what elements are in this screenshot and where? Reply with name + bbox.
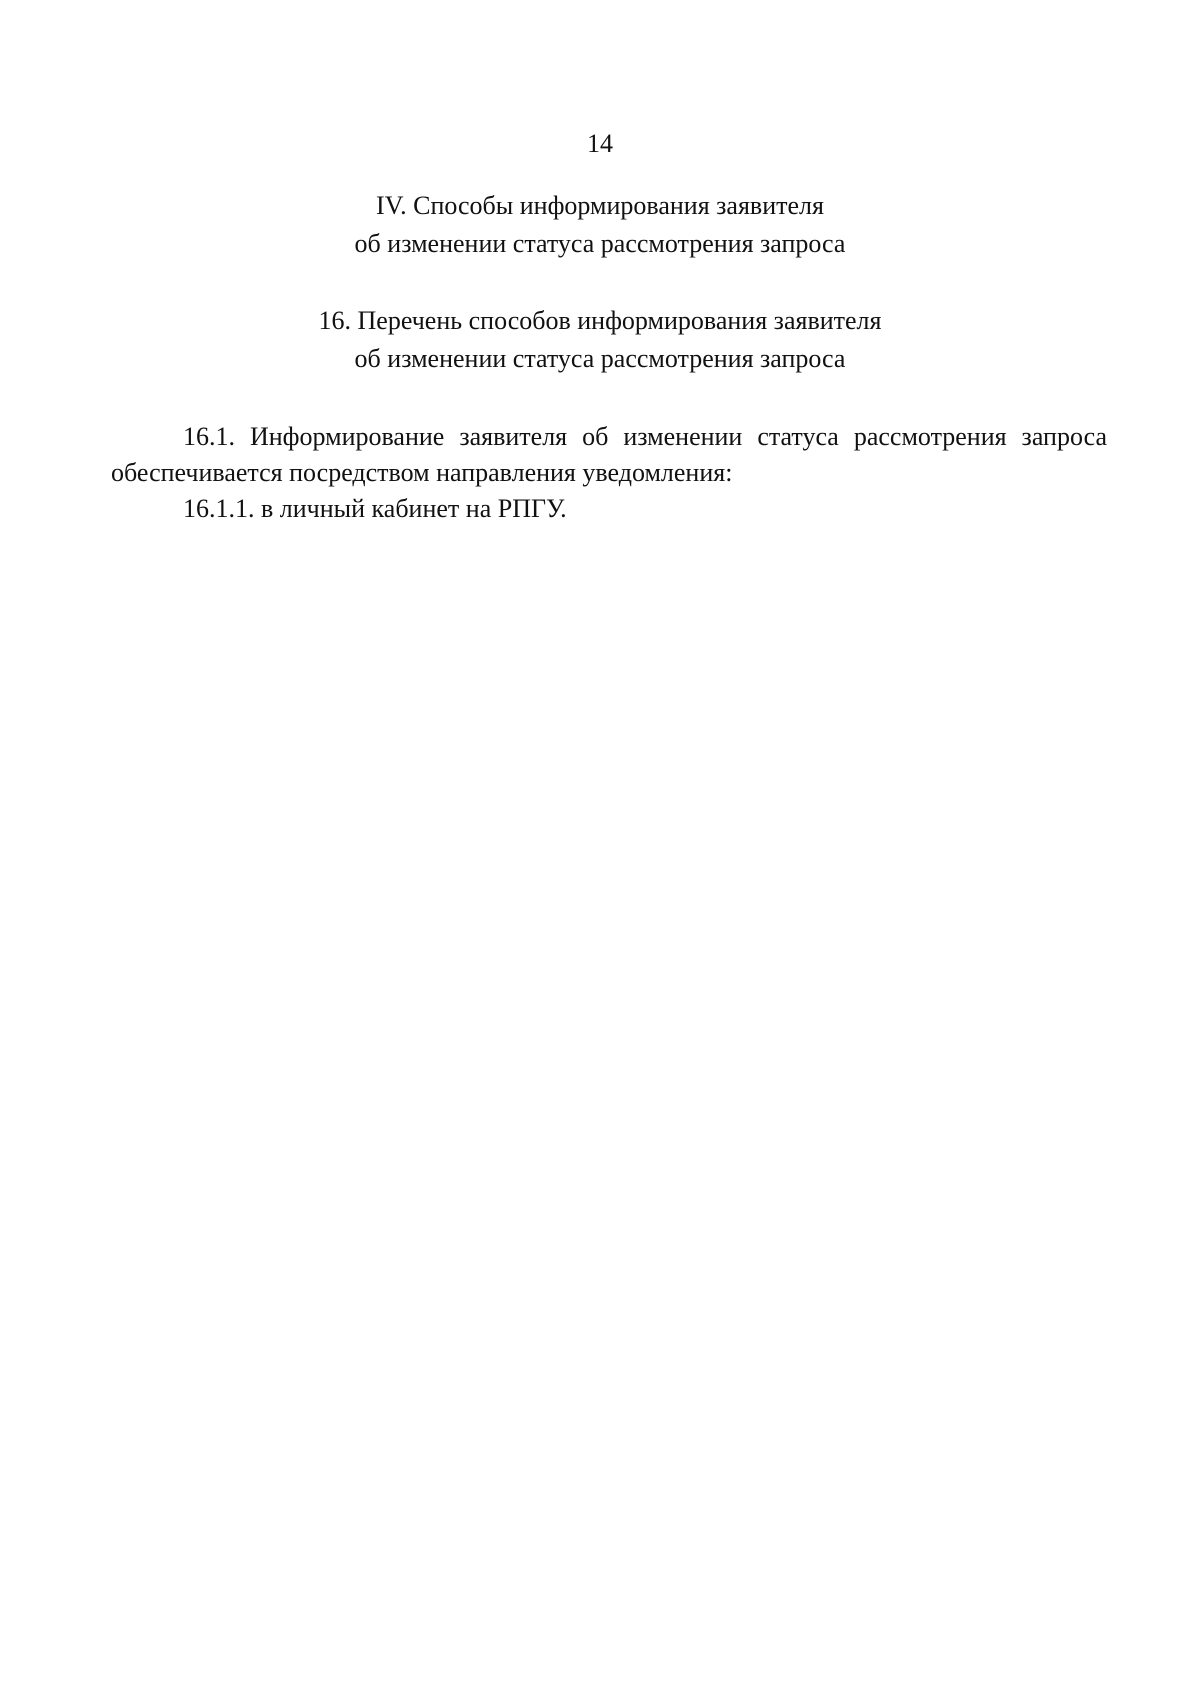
section-heading (0, 187, 1200, 263)
list-item-16-1-1: 16.1.1. в личный кабинет на РПГУ. (183, 494, 567, 523)
subsection-heading-line-2: об изменении статуса рассмотрения запроса (354, 344, 846, 373)
section-heading-line-2: об изменении статуса рассмотрения запроса (354, 229, 846, 258)
body-text (111, 419, 1107, 527)
page-number: 14 (587, 129, 613, 158)
paragraph-16-1: 16.1. Информирование заявителя об изменении статуса рассмотрения запроса обеспечивается посредством направления уведомления: (111, 422, 1107, 487)
subsection-heading (0, 302, 1200, 378)
subsection-heading-line-1: 16. Перечень способов информирования заявителя (318, 306, 882, 335)
section-heading-line-1: IV. Способы информирования заявителя (376, 191, 824, 220)
